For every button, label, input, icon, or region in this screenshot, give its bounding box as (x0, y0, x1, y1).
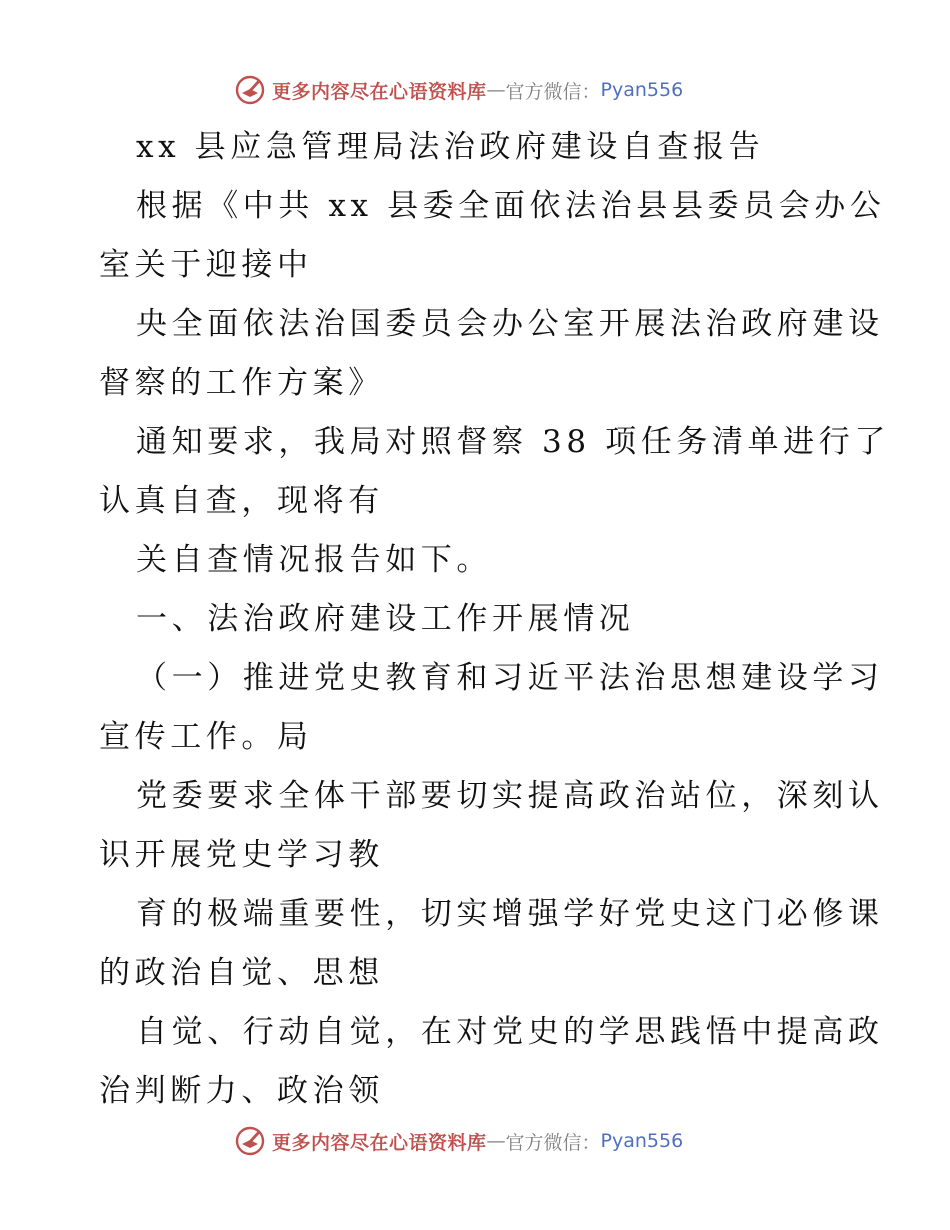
subsection-heading: （一）推进党史教育和习近平法治思想建设学习 (136, 660, 884, 696)
paragraph-line: 治判断力、政治领 (99, 1073, 384, 1109)
book-pen-logo-icon (234, 74, 266, 106)
watermark-label: 官方微信： (505, 80, 601, 103)
paragraph-line: 根据《中共 xx 县委全面依法治县县委员会办公 (136, 188, 886, 224)
paragraph-line: 党委要求全体干部要切实提高政治站位，深刻认 (136, 778, 884, 814)
header-watermark (234, 73, 683, 107)
paragraph-line: 宣传工作。局 (99, 719, 313, 755)
paragraph-line: 关自查情况报告如下。 (136, 542, 492, 578)
paragraph-line: 通知要求，我局对照督察 38 项任务清单进行了 (136, 424, 890, 460)
section-heading: 一、法治政府建设工作开展情况 (136, 601, 635, 637)
paragraph-line: 认真自查，现将有 (99, 483, 384, 519)
watermark-brand: 更多内容尽在心语资料库 (272, 1131, 487, 1154)
paragraph-line: 自觉、行动自觉，在对党史的学思践悟中提高政 (136, 1014, 884, 1050)
watermark-brand: 更多内容尽在心语资料库 (272, 80, 487, 103)
watermark-separator: — (486, 79, 506, 101)
watermark-account: Pyan556 (600, 79, 684, 101)
paragraph-line: 督察的工作方案》 (99, 365, 384, 401)
book-pen-logo-icon (234, 1125, 266, 1157)
footer-watermark (234, 1124, 683, 1158)
paragraph-line: 室关于迎接中 (99, 247, 313, 283)
watermark-account: Pyan556 (600, 1130, 684, 1152)
watermark-label: 官方微信： (505, 1131, 601, 1154)
paragraph-line: 的政治自觉、思想 (99, 955, 384, 991)
document-title: xx 县应急管理局法治政府建设自查报告 (136, 129, 765, 165)
paragraph-line: 育的极端重要性，切实增强学好党史这门必修课 (136, 896, 884, 932)
watermark-separator: — (486, 1130, 506, 1152)
paragraph-line: 央全面依法治国委员会办公室开展法治政府建设 (136, 306, 884, 342)
paragraph-line: 识开展党史学习教 (99, 837, 384, 873)
